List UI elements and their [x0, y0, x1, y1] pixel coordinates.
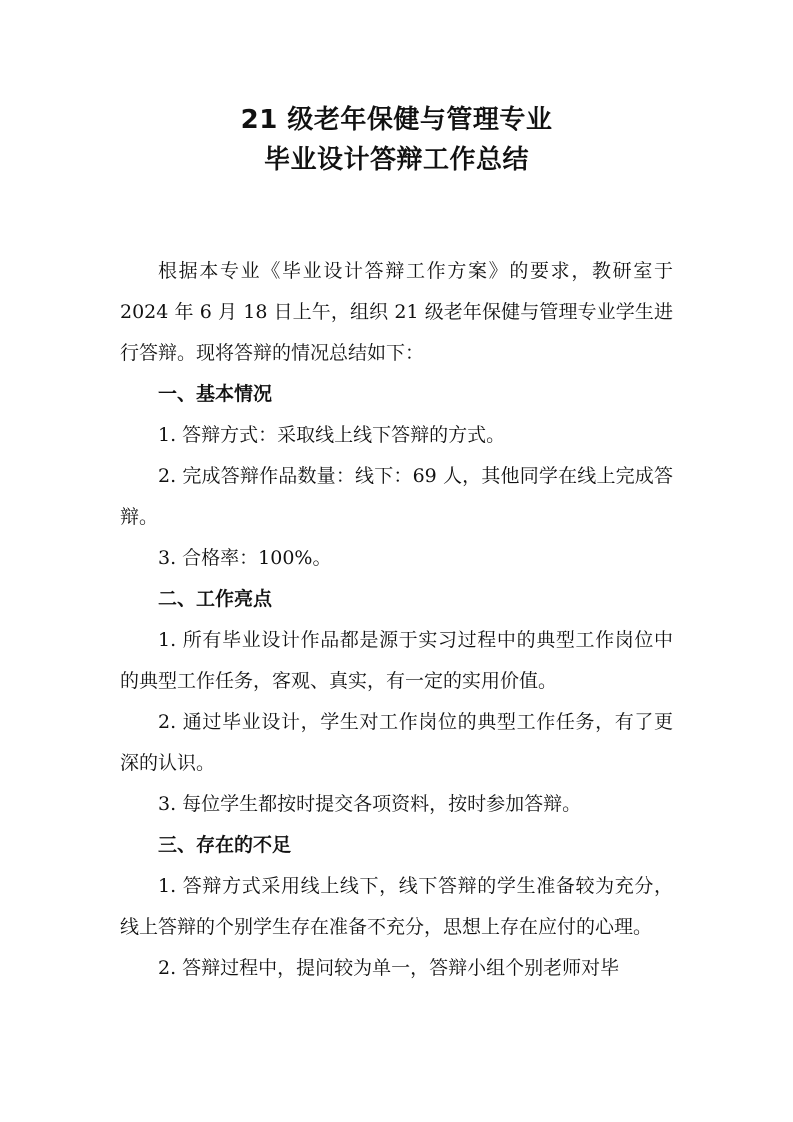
list-item: 2. 答辩过程中，提问较为单一，答辩小组个别老师对毕 — [158, 957, 620, 979]
document-page — [120, 100, 673, 989]
list-item: 1. 所有毕业设计作品都是源于实习过程中的典型工作岗位中的典型工作任务，客观、真实，有一定的实用价值。 — [120, 629, 673, 692]
list-item: 1. 答辩方式采用线上线下，线下答辩的学生准备较为充分，线上答辩的个别学生存在准备不充分，思想上存在应付的心理。 — [120, 875, 673, 938]
section-heading-basic-situation: 一、基本情况 — [158, 383, 273, 405]
list-item: 2. 通过毕业设计，学生对工作岗位的典型工作任务，有了更深的认识。 — [120, 711, 673, 774]
list-item: 3. 每位学生都按时提交各项资料，按时参加答辩。 — [158, 793, 582, 815]
section-heading-shortcomings: 三、存在的不足 — [158, 834, 292, 856]
title-line-1: 21 级老年保健与管理专业 — [240, 105, 553, 135]
document-title — [120, 100, 673, 180]
title-line-2: 毕业设计答辩工作总结 — [263, 145, 529, 175]
list-item: 2. 完成答辩作品数量：线下：69 人，其他同学在线上完成答辩。 — [120, 465, 673, 528]
list-item: 1. 答辩方式：采取线上线下答辩的方式。 — [158, 424, 506, 446]
section-heading-highlights: 二、工作亮点 — [158, 588, 273, 610]
list-item: 3. 合格率：100%。 — [158, 547, 332, 569]
intro-paragraph: 根据本专业《毕业设计答辩工作方案》的要求，教研室于 2024 年 6 月 18 日上午，组织 21 级老年保健与管理专业学生进行答辩。现将答辩的情况总结如下： — [120, 260, 673, 364]
